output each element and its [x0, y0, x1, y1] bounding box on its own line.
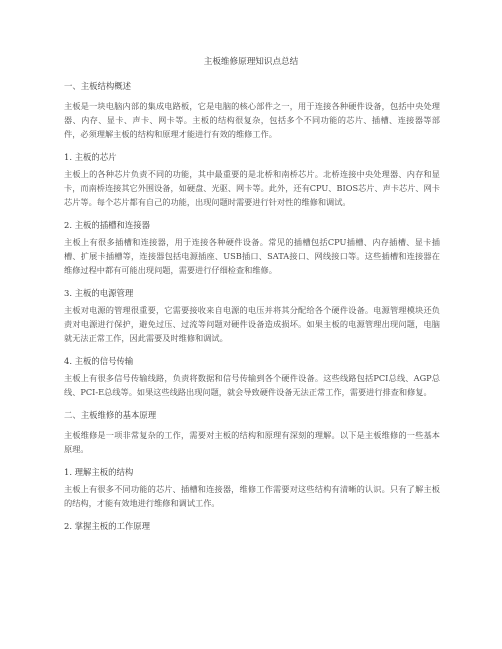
subsection-heading: 2. 掌握主板的工作原理 — [64, 521, 151, 531]
document-body — [64, 80, 440, 536]
subsection-text: 主板对电源的管理很重要，它需要接收来自电源的电压并将其分配给各个硬件设备。电源管理模块还负责对电源进行保护，避免过压、过流等问题对硬件设备造成损坏。如果主板的电源管理出现问题，电脑就无法正常工作，因此需要及时维修和调试。 — [64, 305, 440, 343]
section-intro: 主板是一块电脑内部的集成电路板，它是电脑的核心部件之一，用于连接各种硬件设备，包括中央处理器、内存、显卡、声卡、网卡等。主板的结构很复杂，包括多个不同功能的芯片、插槽、连接器等部件，必须理解主板的结构和原理才能进行有效的维修工作。 — [64, 101, 440, 139]
subsection-heading: 3. 主板的电源管理 — [64, 288, 134, 298]
subsection-text: 主板上有很多不同功能的芯片、插槽和连接器，维修工作需要对这些结构有清晰的认识。只有了解主板的结构，才能有效地进行维修和调试工作。 — [64, 484, 440, 508]
section-heading: 二、主板维修的基本原理 — [64, 410, 157, 420]
subsection-heading: 4. 主板的信号传输 — [64, 356, 134, 366]
section-heading: 一、主板结构概述 — [64, 81, 131, 91]
subsection-heading: 2. 主板的插槽和连接器 — [64, 220, 151, 230]
subsection-text: 主板上有很多信号传输线路，负责将数据和信号传输到各个硬件设备。这些线路包括PCI总线、AGP总线、PCI-E总线等。如果这些线路出现问题，就会导致硬件设备无法正常工作，需要进行排查和修复。 — [64, 373, 440, 397]
subsection-text: 主板上有很多插槽和连接器，用于连接各种硬件设备。常见的插槽包括CPU插槽、内存插槽、显卡插槽、扩展卡插槽等，连接器包括电源插座、USB插口、SATA接口、网线接口等。这些插槽和连接器在维修过程中都有可能出现问题，需要进行仔细检查和维修。 — [64, 237, 440, 275]
section-intro: 主板维修是一项非常复杂的工作，需要对主板的结构和原理有深刻的理解。以下是主板维修的一些基本原理。 — [64, 430, 440, 454]
document-title: 主板维修原理知识点总结 — [203, 57, 299, 67]
subsection-text: 主板上的各种芯片负责不同的功能，其中最重要的是北桥和南桥芯片。北桥连接中央处理器、内存和显卡，而南桥连接其它外围设备，如硬盘、光驱、网卡等。此外，还有CPU、BIOS芯片、声卡芯片、网卡芯片等。每个芯片都有自己的功能，出现问题时需要进行针对性的维修和调试。 — [64, 169, 440, 207]
subsection-heading: 1. 理解主板的结构 — [64, 467, 134, 477]
subsection-heading: 1. 主板的芯片 — [64, 152, 117, 162]
